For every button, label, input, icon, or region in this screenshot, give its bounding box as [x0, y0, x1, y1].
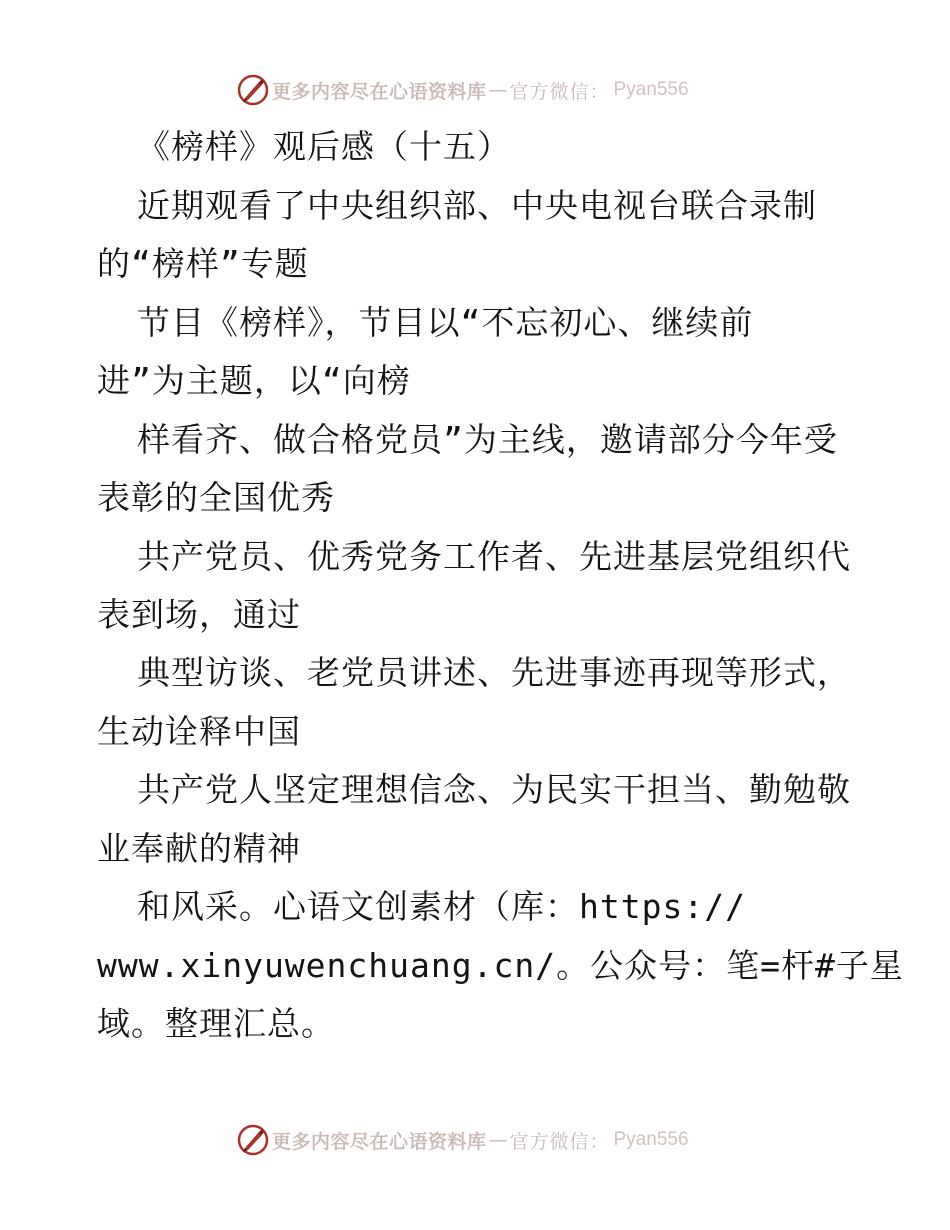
document-title: 《榜样》观后感（十五）: [137, 127, 511, 166]
footer-wechat-handle: Pyan556: [613, 1129, 689, 1150]
paragraph-line: 的“榜样”专题: [97, 244, 309, 283]
header-wechat-label: 官方微信：: [509, 80, 610, 103]
header-dash: —: [488, 79, 508, 101]
header-banner: [236, 70, 689, 110]
paragraph-line: 表彰的全国优秀: [97, 478, 335, 517]
paragraph-line: www.xinyuwenchuang.cn/。公众号：笔=杆#子星: [97, 946, 904, 985]
footer-dash: —: [488, 1129, 508, 1151]
pen-logo-icon: [236, 73, 270, 107]
paragraph-line: 进”为主题，以“向榜: [97, 361, 411, 400]
paragraph-line: 域。整理汇总。: [97, 1004, 335, 1043]
footer-banner: [236, 1120, 689, 1160]
paragraph-line: 生动诠释中国: [97, 712, 301, 751]
paragraph-line: 近期观看了中央组织部、中央电视台联合录制: [137, 186, 817, 225]
paragraph-line: 典型访谈、老党员讲述、先进事迹再现等形式，: [137, 653, 851, 692]
footer-wechat-label: 官方微信：: [509, 1130, 610, 1153]
footer-promo-text: 更多内容尽在心语资料库: [272, 1130, 487, 1153]
paragraph-line: 共产党人坚定理想信念、为民实干担当、勤勉敬: [137, 770, 851, 809]
header-promo-text: 更多内容尽在心语资料库: [272, 80, 487, 103]
paragraph-line: 表到场，通过: [97, 595, 301, 634]
paragraph-line: 和风采。心语文创素材（库：https://: [137, 887, 746, 926]
paragraph-line: 共产党员、优秀党务工作者、先进基层党组织代: [137, 537, 851, 576]
pen-logo-icon: [236, 1123, 270, 1157]
paragraph-line: 节目《榜样》，节目以“不忘初心、继续前: [137, 303, 754, 342]
paragraph-line: 样看齐、做合格党员”为主线，邀请部分今年受: [137, 420, 838, 459]
paragraph-line: 业奉献的精神: [97, 829, 301, 868]
header-wechat-handle: Pyan556: [613, 79, 689, 100]
